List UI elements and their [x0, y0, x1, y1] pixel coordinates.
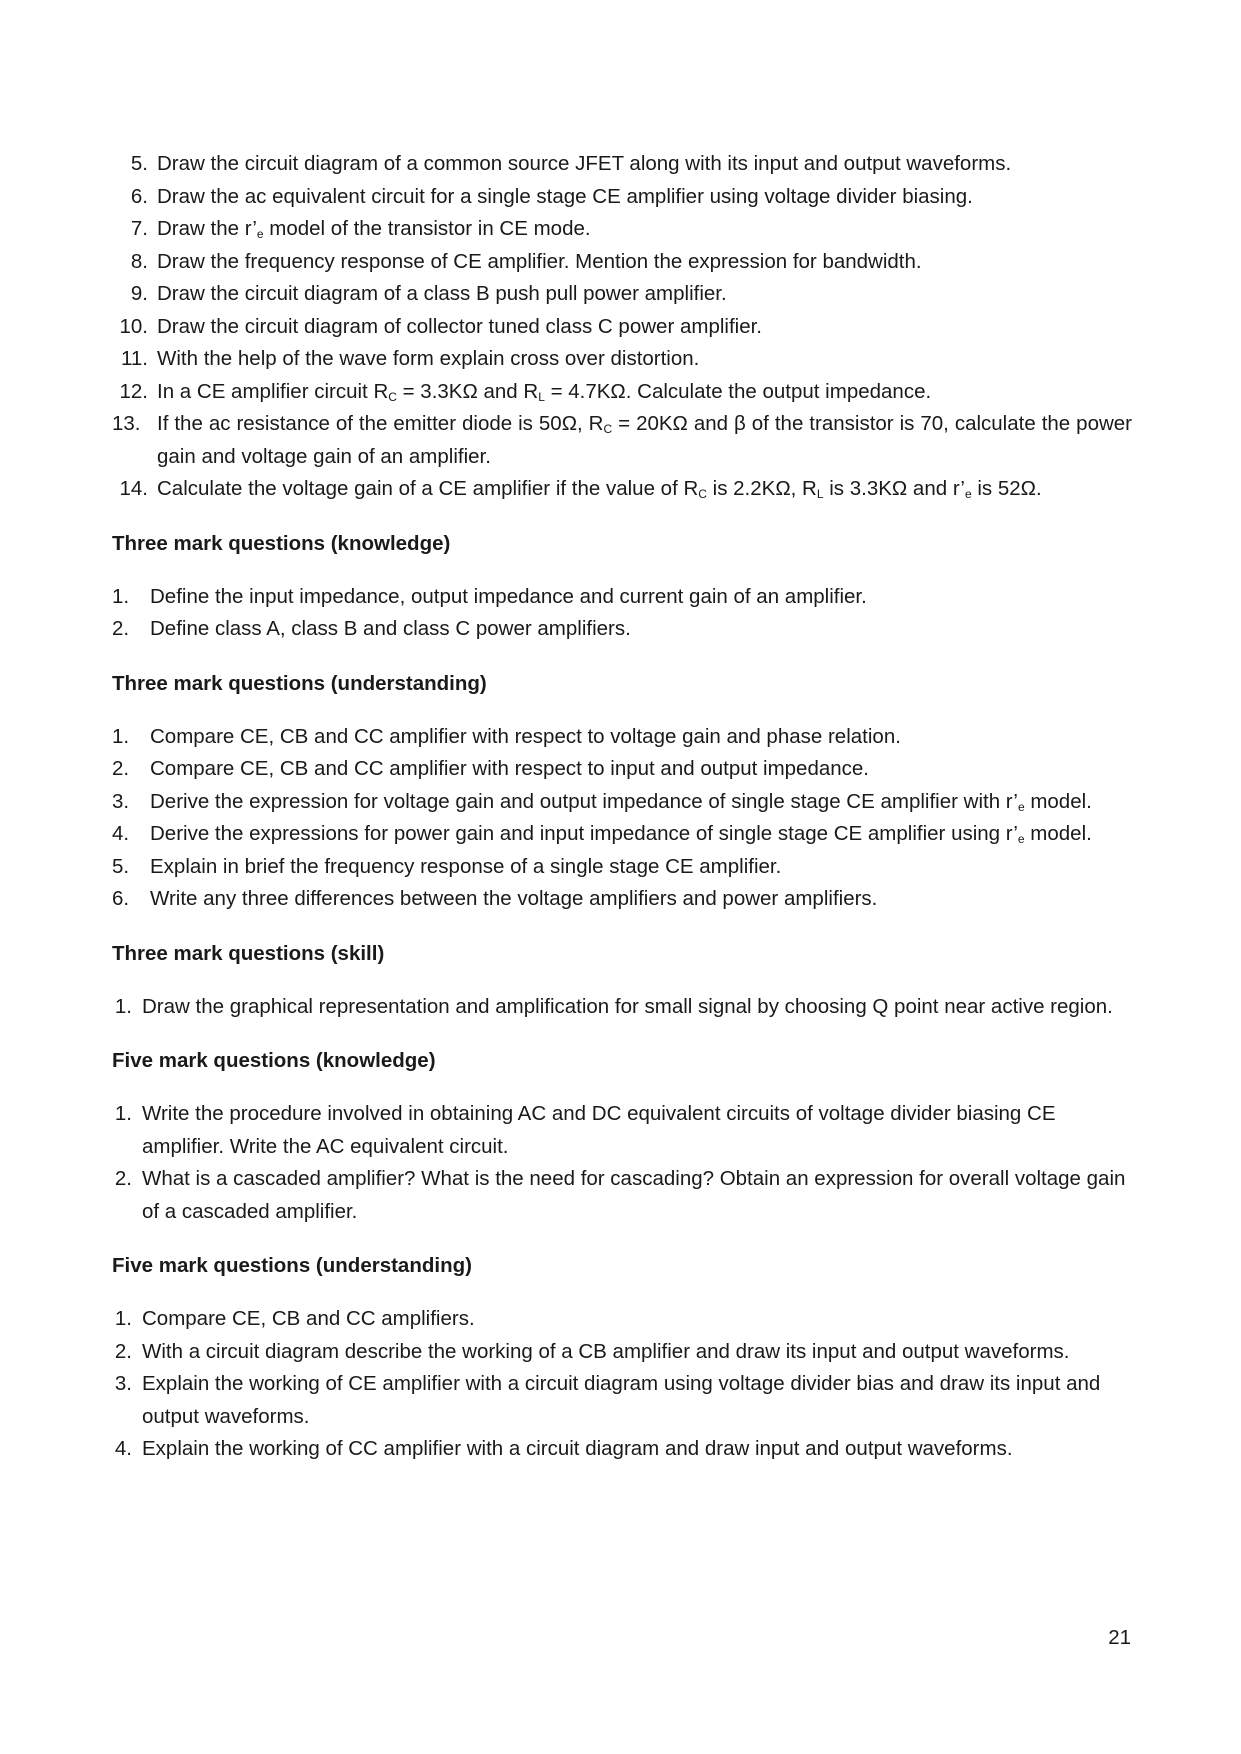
section-heading-three-understanding: Three mark questions (understanding) — [112, 671, 487, 695]
question-item — [112, 753, 1132, 786]
question-number: 12. — [119, 379, 148, 403]
page-content — [112, 148, 1132, 1466]
question-text: Draw the graphical representation and amplification for small signal by choosing Q point near active region. — [142, 994, 1113, 1018]
question-number: 3. — [114, 1372, 132, 1395]
question-item — [112, 1098, 1132, 1163]
question-number: 1. — [112, 584, 130, 608]
question-number: 2. — [112, 757, 130, 780]
question-text: Compare CE, CB and CC amplifier with respect to voltage gain and phase relation. — [150, 724, 901, 748]
question-item — [112, 883, 1132, 916]
question-number: 6. — [130, 184, 148, 208]
question-number: 11. — [121, 347, 148, 370]
question-number: 10. — [119, 314, 148, 338]
question-item — [112, 581, 1132, 614]
question-list-three-understanding — [112, 721, 1132, 916]
question-item — [112, 991, 1132, 1024]
question-text: Draw the ac equivalent circuit for a single stage CE amplifier using voltage divider biasing. — [157, 184, 973, 208]
question-item — [112, 148, 1132, 181]
question-number: 9. — [130, 282, 148, 305]
question-text: Explain in brief the frequency response of a single stage CE amplifier. — [150, 854, 782, 878]
question-text: Define the input impedance, output impedance and current gain of an amplifier. — [150, 584, 867, 608]
question-text: Calculate the voltage gain of a CE amplifier if the value of $R_C$ is 2.2KΩ, $R_L$ is 3.3KΩ and $r’_e$ is 52Ω. — [157, 477, 1042, 501]
question-item — [112, 376, 1132, 409]
question-text: Draw the frequency response of CE amplifier. Mention the expression for bandwidth. — [157, 249, 922, 273]
section-heading-five-understanding: Five mark questions (understanding) — [112, 1254, 472, 1277]
question-list-three-knowledge — [112, 581, 1132, 646]
question-item — [112, 1368, 1132, 1433]
question-item — [112, 818, 1132, 851]
question-item — [112, 181, 1132, 214]
section-heading-three-knowledge: Three mark questions (knowledge) — [112, 531, 451, 555]
question-item — [112, 343, 1132, 376]
question-number: 5. — [130, 152, 148, 175]
question-text: Explain the working of CE amplifier with a circuit diagram using voltage divider bias and draw its input and output waveforms. — [142, 1372, 1101, 1428]
question-number: 1. — [114, 994, 132, 1018]
question-item — [112, 278, 1132, 311]
question-number: 2. — [114, 1167, 132, 1190]
question-item — [112, 1303, 1132, 1336]
question-number: 1. — [112, 724, 130, 748]
question-text: If the ac resistance of the emitter diode is 50Ω, $R_C = 20K\Omega$ and β of the transistor is 70, calculate the power gain and voltage gain of an amplifier. — [157, 412, 1132, 468]
question-text: Draw the circuit diagram of a common source JFET along with its input and output waveforms. — [157, 152, 1012, 175]
question-text: Draw the circuit diagram of collector tuned class C power amplifier. — [157, 314, 762, 338]
question-list-continued — [112, 148, 1132, 506]
question-item — [112, 473, 1132, 506]
question-text: Draw the $r’_e$ model of the transistor in CE mode. — [157, 217, 591, 241]
question-text: What is a cascaded amplifier? What is the need for cascading? Obtain an expression for overall voltage gain of a cascaded amplifier. — [142, 1167, 1126, 1223]
question-text: Write the procedure involved in obtaining AC and DC equivalent circuits of voltage divider biasing CE amplifier. Write the AC equivalent circuit. — [142, 1102, 1056, 1158]
question-number: 4. — [112, 822, 130, 845]
question-number: 14. — [119, 477, 148, 500]
question-item — [112, 246, 1132, 279]
question-item — [112, 786, 1132, 819]
question-item — [112, 408, 1132, 473]
question-list-five-understanding — [112, 1303, 1132, 1466]
question-text: With a circuit diagram describe the working of a CB amplifier and draw its input and output waveforms. — [142, 1339, 1070, 1363]
question-number: 2. — [112, 617, 130, 640]
question-list-five-knowledge — [112, 1098, 1132, 1228]
section-heading-five-knowledge: Five mark questions (knowledge) — [112, 1049, 436, 1072]
question-item — [112, 1336, 1132, 1369]
question-number: 2. — [114, 1339, 132, 1363]
question-number: 5. — [112, 854, 130, 878]
question-item — [112, 213, 1132, 246]
question-number: 1. — [114, 1307, 132, 1330]
question-number: 7. — [130, 217, 148, 240]
question-item — [112, 311, 1132, 344]
question-text: Define class A, class B and class C power amplifiers. — [150, 617, 631, 640]
question-number: 3. — [112, 789, 130, 813]
section-heading-three-skill: Three mark questions (skill) — [112, 941, 385, 965]
question-number: 6. — [112, 887, 130, 910]
question-text: Compare CE, CB and CC amplifiers. — [142, 1307, 475, 1330]
question-text: Compare CE, CB and CC amplifier with respect to input and output impedance. — [150, 757, 870, 780]
question-text: Derive the expressions for power gain and input impedance of single stage CE amplifier using $r’_e$ model. — [150, 822, 1092, 846]
question-text: Explain the working of CC amplifier with a circuit diagram and draw input and output waveforms. — [142, 1437, 1013, 1460]
question-text: Draw the circuit diagram of a class B push pull power amplifier. — [157, 282, 727, 305]
question-item — [112, 613, 1132, 646]
question-item — [112, 851, 1132, 884]
question-text: Derive the expression for voltage gain and output impedance of single stage CE amplifier with $r’_e$ model. — [150, 789, 1092, 814]
question-item — [112, 1433, 1132, 1466]
question-item — [112, 721, 1132, 754]
question-number: 4. — [114, 1437, 132, 1460]
question-list-three-skill — [112, 991, 1132, 1024]
question-text: In a CE amplifier circuit $R_C = 3.3K\Omega$ and $R_L = 4.7K\Omega$. Calculate the output impedance. — [157, 379, 932, 404]
question-number: 13. — [112, 412, 141, 435]
page-number: 21 — [1108, 1626, 1131, 1649]
question-text: With the help of the wave form explain cross over distortion. — [157, 347, 700, 370]
question-item — [112, 1163, 1132, 1228]
question-number: 1. — [114, 1102, 132, 1125]
question-number: 8. — [130, 249, 148, 273]
question-text: Write any three differences between the voltage amplifiers and power amplifiers. — [150, 887, 878, 910]
